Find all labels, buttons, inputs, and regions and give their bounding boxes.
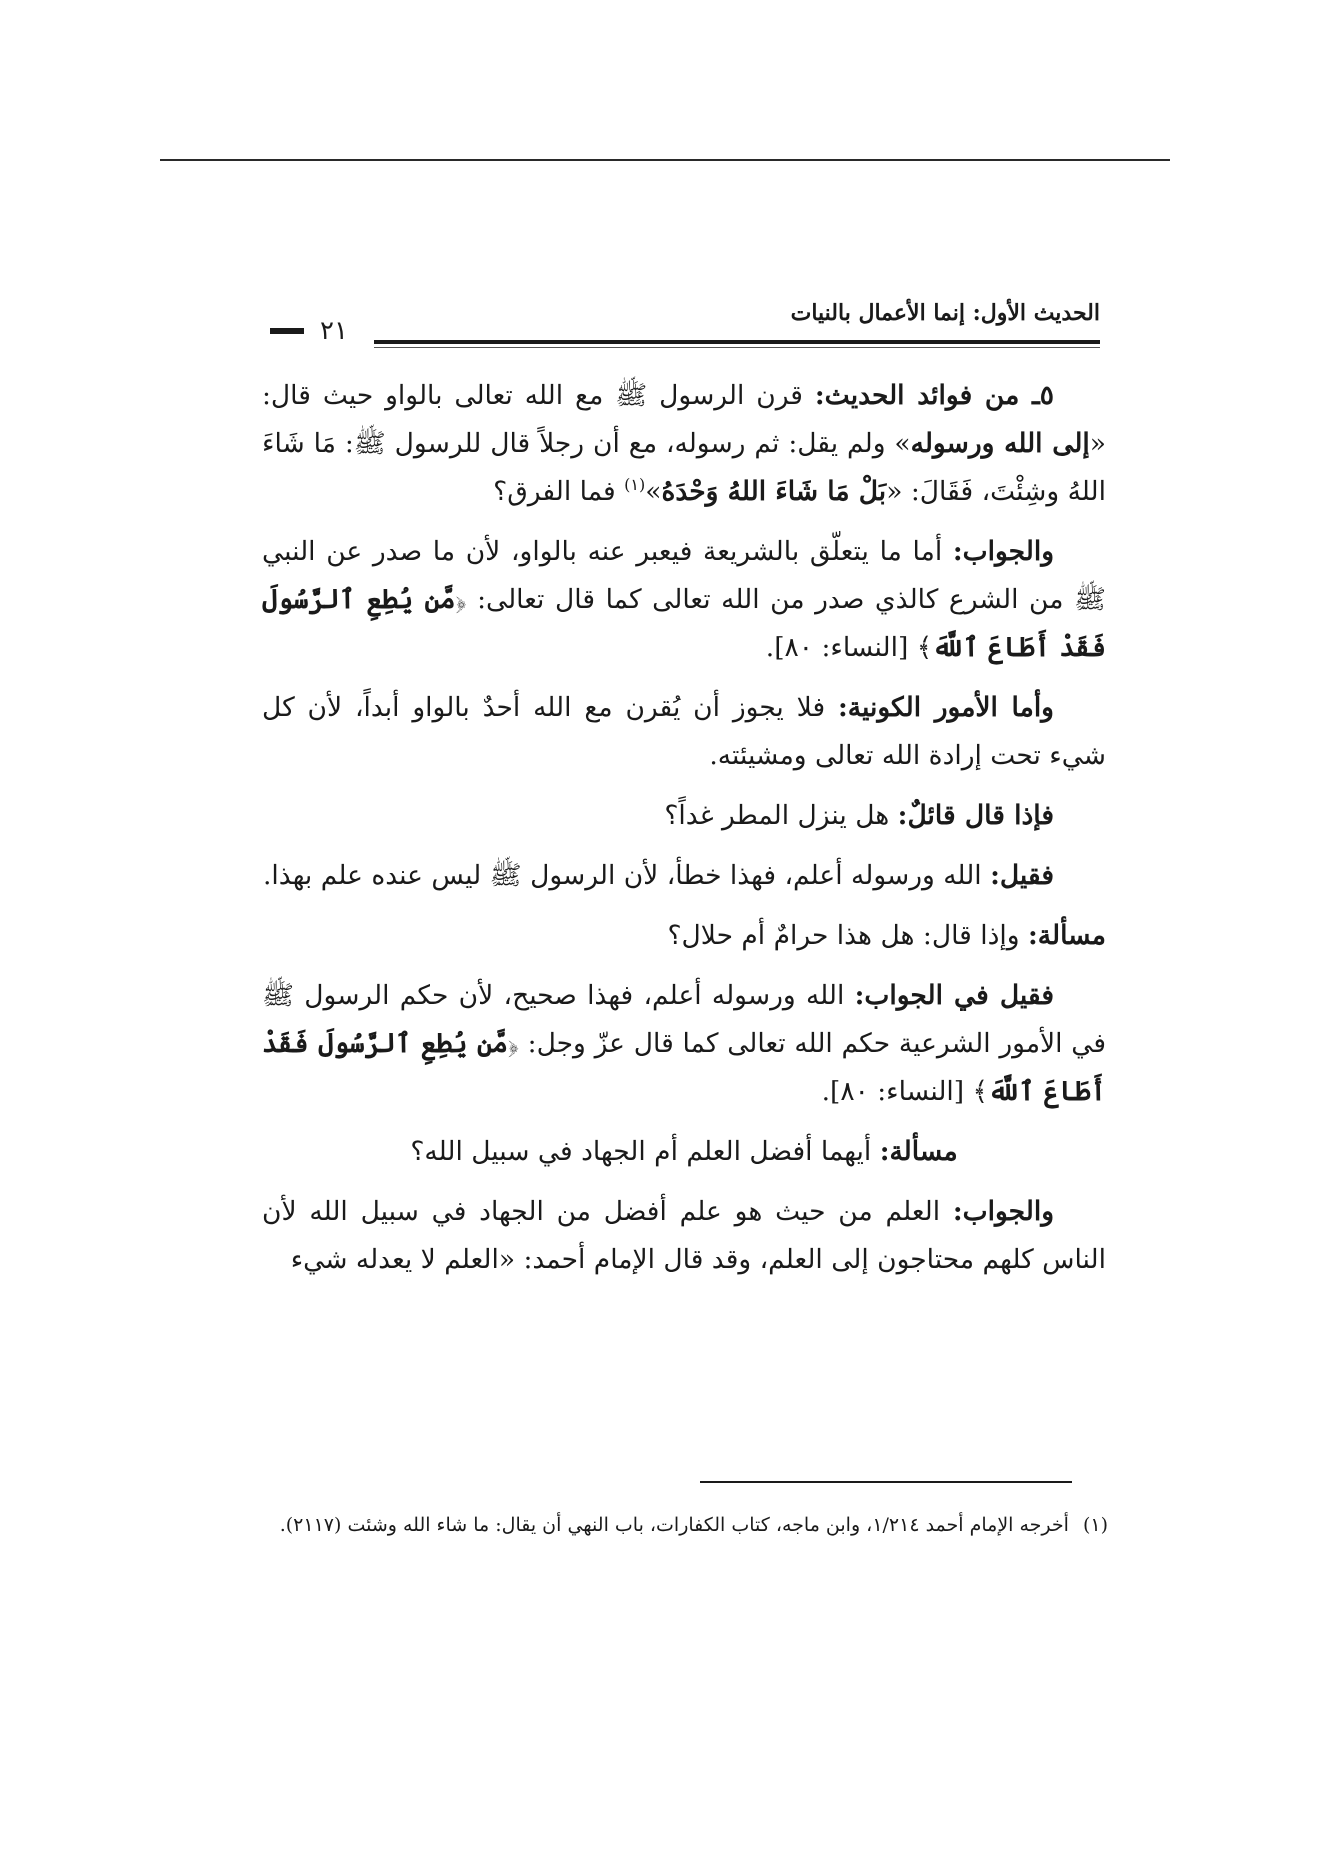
paragraph-lead: والجواب: [952, 536, 1054, 567]
paragraph-text: فما الفرق؟ [493, 476, 625, 507]
footnote-rule [700, 1481, 1072, 1483]
paragraph-text: العلم من حيث هو علم أفضل من الجهاد في سبيل الله لأن الناس كلهم محتاجون إلى العلم، وقد قال الإمام أحمد: «العلم لا يعدله شيء [262, 1196, 1106, 1275]
paragraph-text: فلا يجوز أن يُقرن مع الله أحدٌ بالواو أبداً، لأن كل شيء تحت إرادة الله تعالى ومشيئته. [262, 692, 1106, 771]
body-text [262, 372, 1106, 1296]
paragraph-text: » ولم يقل: ثم رسوله، مع أن رجلاً قال للرسول ﷺ: مَا شَاءَ اللهُ وشِئْتَ، فَقَالَ: « [262, 428, 1106, 507]
paragraph-text: هل ينزل المطر غداً؟ [664, 800, 898, 831]
quote-bold: إلى الله ورسوله [910, 428, 1090, 459]
paragraph-answer-1 [262, 528, 1106, 672]
header-rule-thin [374, 347, 1100, 348]
paragraph-question-rain [262, 792, 1106, 840]
paragraph-issue-knowledge [262, 1128, 1106, 1176]
paragraph-lead: فإذا قال قائلٌ: [897, 800, 1054, 831]
paragraph-text: الله ورسوله أعلم، فهذا خطأ، لأن الرسول ﷺ ليس عنده علم بهذا. [263, 860, 991, 891]
paragraph-answer-knowledge [262, 1188, 1106, 1284]
paragraph-lead: ٥ـ من فوائد الحديث: [814, 380, 1055, 411]
paragraph-lead: مسألة: [879, 1136, 958, 1167]
paragraph-lead: وأما الأمور الكونية: [837, 692, 1054, 723]
footnote-reference: (١) [624, 475, 646, 495]
paragraph-text: أيهما أفضل العلم أم الجهاد في سبيل الله؟ [410, 1136, 880, 1167]
paragraph-answer-rain [262, 852, 1106, 900]
footnote-text: أخرجه الإمام أحمد ١/٢١٤، وابن ماجه، كتاب الكفارات، باب النهي أن يقال: ما شاء الله وشئت (٢١١٧). [279, 1514, 1069, 1536]
quran-verse: مَّن يُطِعِ ٱلرَّسُولَ فَقَدْ أَطَاعَ ٱللَّهَ [262, 584, 1106, 663]
page-number: ٢١ [320, 316, 348, 346]
paragraph-text: قرن الرسول ﷺ مع الله تعالى بالواو حيث قال: « [262, 380, 1106, 459]
paragraph-text: وإذا قال: هل هذا حرامٌ أم حلال؟ [667, 920, 1029, 951]
paragraph-text: أما ما يتعلّق بالشريعة فيعبر عنه بالواو، لأن ما صدر عن النبي ﷺ من الشرع كالذي صدر من الله تعالى كما قال تعالى: ﴿ [262, 536, 1106, 615]
footnote-marker: (١) [1082, 1514, 1108, 1536]
quran-verse: مَّن يُطِعِ ٱلرَّسُولَ فَقَدْ أَطَاعَ ٱللَّهَ [262, 1028, 1106, 1107]
paragraph-text: » [645, 476, 662, 507]
paragraph-lead: فقيل في الجواب: [854, 980, 1055, 1011]
page-header [270, 300, 1100, 352]
paragraph-benefits [262, 372, 1106, 516]
hadith-quote-bold: بَلْ مَا شَاءَ اللهُ وَحْدَهُ [661, 476, 887, 507]
top-scan-rule [160, 159, 1170, 161]
footnote [258, 1508, 1108, 1542]
paragraph-text: ﴾ [النساء: ٨٠]. [821, 1076, 989, 1107]
paragraph-lead: مسألة: [1028, 920, 1106, 951]
paragraph-text: ﴾ [النساء: ٨٠]. [765, 632, 933, 663]
running-title: الحديث الأول: إنما الأعمال بالنيات [790, 300, 1100, 326]
paragraph-cosmic-matters [262, 684, 1106, 780]
paragraph-lead: والجواب: [952, 1196, 1054, 1227]
paragraph-text: الله ورسوله أعلم، فهذا صحيح، لأن حكم الرسول ﷺ في الأمور الشرعية حكم الله تعالى كما قال عزّ وجل: ﴿ [262, 980, 1107, 1059]
paragraph-issue-halal [262, 912, 1106, 960]
page-number-mark [270, 328, 304, 334]
paragraph-lead: فقيل: [990, 860, 1054, 891]
paragraph-answer-halal [262, 972, 1106, 1116]
header-rule [374, 340, 1100, 344]
